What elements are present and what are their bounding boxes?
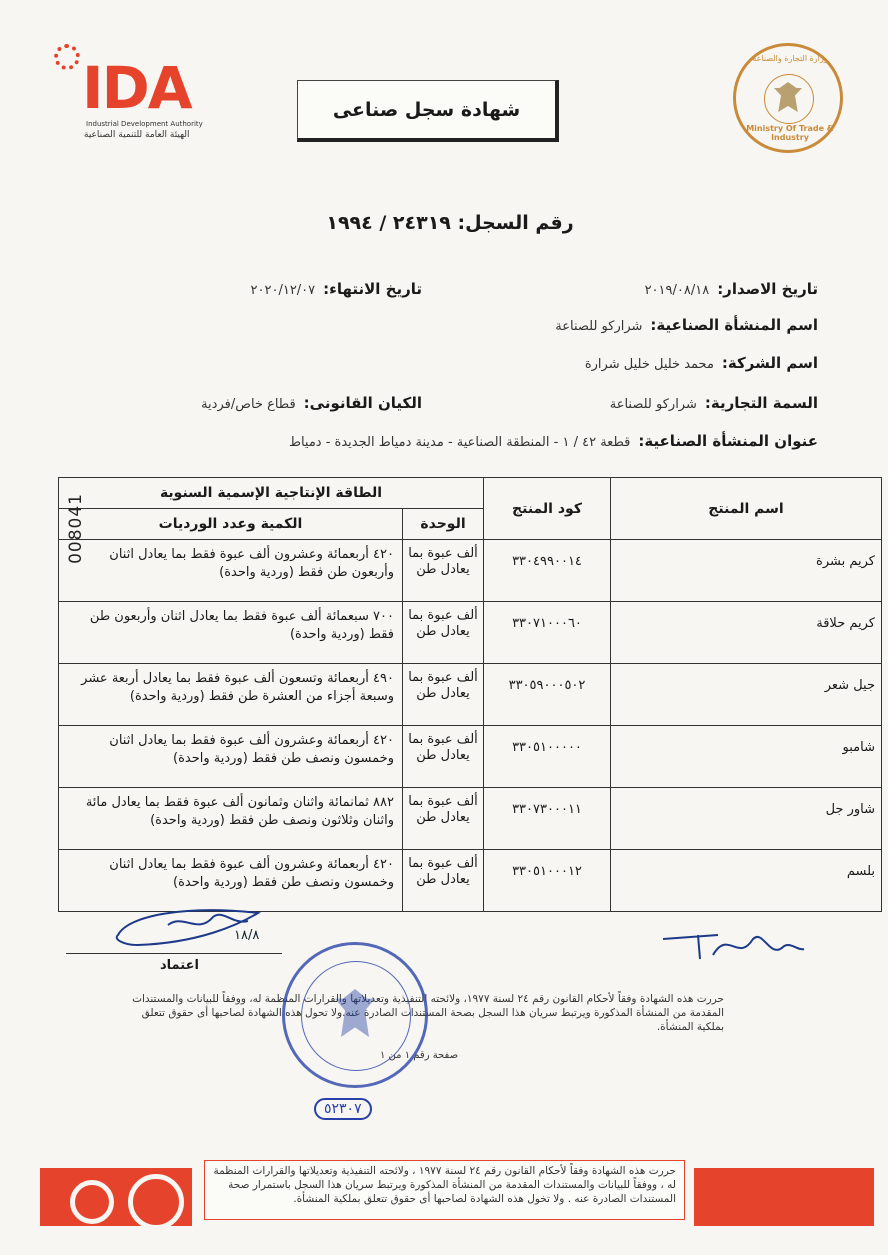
stamp-number: ٥٢٣٠٧ <box>314 1098 372 1120</box>
product-code: ٣٣٠٥١٠٠٠١٢ <box>484 850 611 912</box>
registration-value: ٢٤٣١٩ / ١٩٩٤ <box>326 212 451 234</box>
facility-name-value: شراركو للصناعة <box>555 319 643 334</box>
table-row <box>59 664 882 726</box>
company-name <box>585 354 818 372</box>
ministry-seal-arabic: وزارة التجارة والصناعة <box>752 54 828 63</box>
product-unit: ألف عبوة بما يعادل طن <box>403 664 484 726</box>
gear-icon <box>70 1180 114 1224</box>
issue-date <box>645 280 818 298</box>
registration-number <box>250 212 650 234</box>
official-stamp <box>282 942 428 1088</box>
facility-address-value: قطعة ٤٢ / ١ - المنطقة الصناعية - مدينة دمياط الجديدة - دمياط <box>288 435 631 450</box>
product-unit: ألف عبوة بما يعادل طن <box>403 602 484 664</box>
legal-entity-value: قطاع خاص/فردية <box>201 397 296 412</box>
certificate-title: شهادة سجل صناعى <box>297 80 559 142</box>
legal-notice: حررت هذه الشهادة وفقاً لأحكام القانون رقم ٢٤ لسنة ١٩٧٧، ولائحته التنفيذية وتعديلاتها والقرارات المنظمة له، ووفقاً للبيانات والمستندات المقدمة من المنشأة المذكورة ويرتبط سريان هذا السجل بصحة المستندات الصادرة عنه.ولا تحول هذه الشهادة لصاحبها أى حقوق تتعلق بملكية المنشأة. <box>132 993 724 1033</box>
product-quantity: ٨٨٢ ثمانمائة واثنان وثمانون ألف عبوة فقط بما يعادل مائة واثنان وثلاثون ونصف طن فقط (وردية واحدة) <box>59 788 403 850</box>
product-quantity: ٤٢٠ أربعمائة وعشرون ألف عبوة فقط بما يعادل اثنان وخمسون ونصف طن فقط (وردية واحدة) <box>59 850 403 912</box>
issue-date-label: تاريخ الاصدار: <box>717 280 818 298</box>
product-unit: ألف عبوة بما يعادل طن <box>403 726 484 788</box>
ministry-seal <box>733 43 843 153</box>
ministry-seal-english: Ministry Of Trade & Industry <box>746 124 834 142</box>
official-signature-icon <box>658 925 808 967</box>
header-capacity: الطاقة الإنتاجية الإسمية السنوية <box>59 478 484 509</box>
table-row <box>59 602 882 664</box>
product-name: جيل شعر <box>611 664 882 726</box>
product-name: بلسم <box>611 850 882 912</box>
footer-strip <box>694 1168 874 1226</box>
product-name: شاور جل <box>611 788 882 850</box>
product-unit: ألف عبوة بما يعادل طن <box>403 850 484 912</box>
product-quantity: ٤٢٠ أربعمائة وعشرون ألف عبوة فقط بما يعادل اثنان وخمسون ونصف طن فقط (وردية واحدة) <box>59 726 403 788</box>
header-unit: الوحدة <box>403 509 484 540</box>
production-capacity-table <box>58 477 882 912</box>
legal-entity-label: الكيان القانونى: <box>303 394 422 412</box>
facility-name <box>555 316 818 334</box>
facility-address-label: عنوان المنشأة الصناعية: <box>638 432 818 450</box>
product-code: ٣٣٠٧٣٠٠٠١١ <box>484 788 611 850</box>
product-name: كريم بشرة <box>611 540 882 602</box>
gear-icon <box>54 44 80 70</box>
ida-logo-english: Industrial Development Authority <box>86 120 203 128</box>
product-code: ٣٣٠٥١٠٠٠٠٠ <box>484 726 611 788</box>
gear-icon <box>128 1174 184 1226</box>
expiry-date-label: تاريخ الانتهاء: <box>323 280 422 298</box>
product-code: ٣٣٠٥٩٠٠٠٥٠٢ <box>484 664 611 726</box>
trade-name <box>610 394 818 412</box>
header-product-name: اسم المنتج <box>611 478 882 540</box>
footer-gear-graphic <box>40 1168 192 1226</box>
approval-date-note: ١٨/٨ <box>234 928 260 943</box>
product-code: ٣٣٠٧١٠٠٠٦٠ <box>484 602 611 664</box>
ida-logo <box>52 44 232 144</box>
approval-line <box>66 953 282 954</box>
trade-name-label: السمة التجارية: <box>704 394 818 412</box>
expiry-date <box>251 280 422 298</box>
expiry-date-value: ٢٠٢٠/١٢/٠٧ <box>250 283 316 298</box>
page-number: صفحة رقم ١ من ١ <box>380 1050 459 1061</box>
product-unit: ألف عبوة بما يعادل طن <box>403 788 484 850</box>
table-header-row <box>59 478 882 509</box>
product-quantity: ٧٠٠ سبعمائة ألف عبوة فقط بما يعادل اثنان وأربعون طن فقط (وردية واحدة) <box>59 602 403 664</box>
product-unit: ألف عبوة بما يعادل طن <box>403 540 484 602</box>
product-name: شامبو <box>611 726 882 788</box>
table-row <box>59 540 882 602</box>
approval-signature-icon <box>108 895 268 953</box>
table-row <box>59 788 882 850</box>
ida-logo-mark: IDA <box>82 54 191 122</box>
company-name-label: اسم الشركة: <box>721 354 818 372</box>
ida-logo-arabic: الهيئة العامة للتنمية الصناعية <box>84 130 190 140</box>
issue-date-value: ٢٠١٩/٠٨/١٨ <box>644 283 710 298</box>
company-name-value: محمد خليل خليل شرارة <box>584 357 714 372</box>
product-quantity: ٤٩٠ أربعمائة وتسعون ألف عبوة فقط بما يعادل أربعة عشر وسبعة أجزاء من العشرة طن فقط (وردية واحدة) <box>59 664 403 726</box>
facility-name-label: اسم المنشأة الصناعية: <box>650 316 818 334</box>
approval-label: اعتماد <box>160 958 199 973</box>
legal-entity <box>201 394 422 412</box>
table-row <box>59 726 882 788</box>
product-quantity: ٤٢٠ أربعمائة وعشرون ألف عبوة فقط بما يعادل اثنان وأربعون طن فقط (وردية واحدة) <box>59 540 403 602</box>
trade-name-value: شراركو للصناعة <box>609 397 697 412</box>
registration-label: رقم السجل: <box>457 212 574 234</box>
header-product-code: كود المنتج <box>484 478 611 540</box>
facility-address <box>289 432 818 450</box>
product-code: ٣٣٠٤٩٩٠٠١٤ <box>484 540 611 602</box>
header-quantity: الكمية وعدد الورديات <box>59 509 403 540</box>
footer-notice: حررت هذه الشهادة وفقاً لأحكام القانون رقم ٢٤ لسنة ١٩٧٧ ، ولائحته التنفيذية وتعديلاتها والقرارات المنظمة له ، ووفقاً للبيانات والمستندات المقدمة من المنشأة المذكورة ويرتبط سريان هذا السجل باستمرار صحة المستندات الصادرة عنه . ولا تخول هذه الشهادة لصاحبها أى حقوق تتعلق بملكية المنشأة. <box>204 1160 685 1220</box>
serial-number: 008041 <box>66 493 86 564</box>
product-name: كريم حلاقة <box>611 602 882 664</box>
